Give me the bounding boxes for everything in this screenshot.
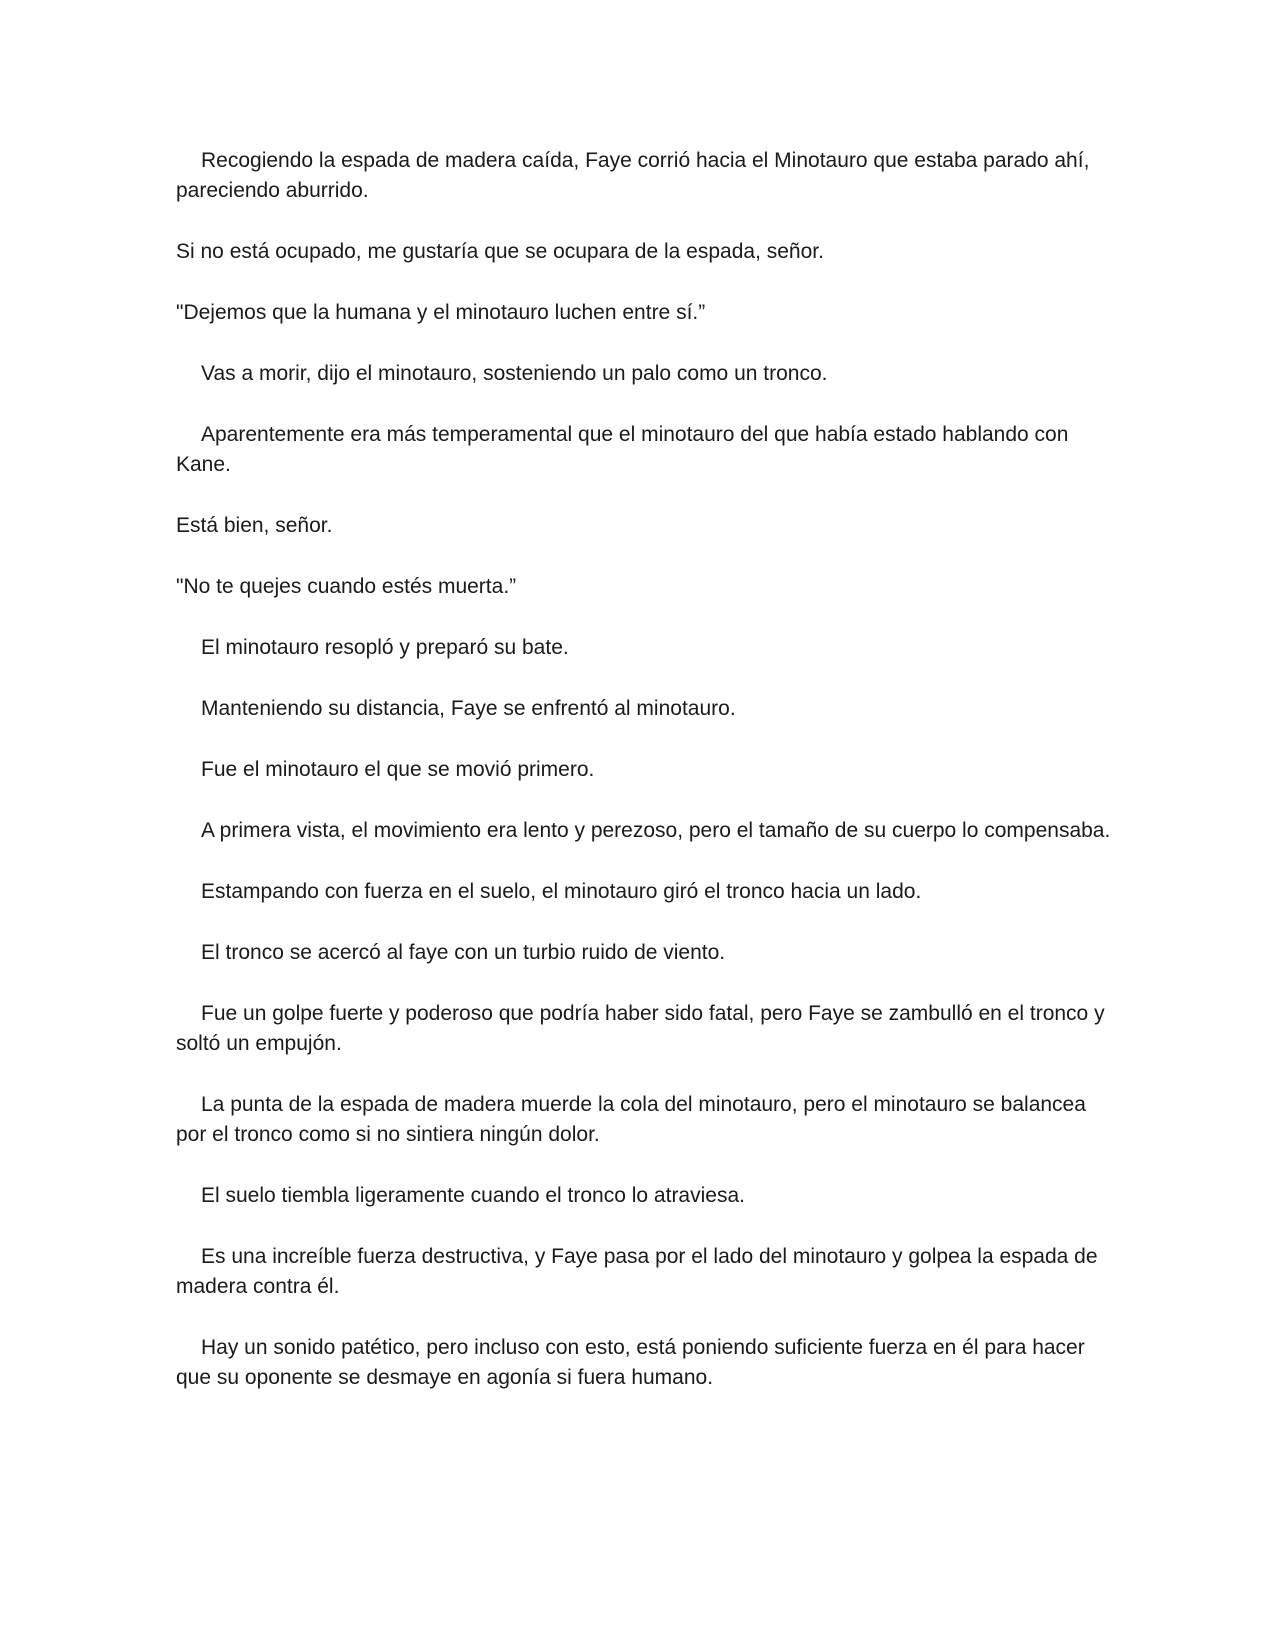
- paragraph: Es una increíble fuerza destructiva, y Faye pasa por el lado del minotauro y golpea la espada de madera contra él.: [176, 1245, 1098, 1298]
- paragraph: El tronco se acercó al faye con un turbio ruido de viento.: [201, 941, 726, 964]
- body-text: [176, 146, 1116, 1424]
- paragraph: "No te quejes cuando estés muerta.”: [176, 575, 517, 598]
- paragraph: Fue el minotauro el que se movió primero.: [201, 758, 595, 781]
- paragraph: Estampando con fuerza en el suelo, el minotauro giró el tronco hacia un lado.: [201, 880, 922, 903]
- paragraph: El suelo tiembla ligeramente cuando el tronco lo atraviesa.: [201, 1184, 745, 1207]
- paragraph: Hay un sonido patético, pero incluso con esto, está poniendo suficiente fuerza en él para hacer que su oponente se desmaye en agonía si fuera humano.: [176, 1336, 1085, 1389]
- paragraph: El minotauro resopló y preparó su bate.: [201, 636, 569, 659]
- paragraph: La punta de la espada de madera muerde la cola del minotauro, pero el minotauro se balancea por el tronco como si no sintiera ningún dolor.: [176, 1093, 1086, 1146]
- paragraph: Aparentemente era más temperamental que el minotauro del que había estado hablando con Kane.: [176, 423, 1069, 476]
- paragraph: A primera vista, el movimiento era lento y perezoso, pero el tamaño de su cuerpo lo compensaba.: [201, 819, 1111, 842]
- paragraph: Está bien, señor.: [176, 514, 333, 537]
- paragraph: "Dejemos que la humana y el minotauro luchen entre sí.”: [176, 301, 706, 324]
- paragraph: Fue un golpe fuerte y poderoso que podría haber sido fatal, pero Faye se zambulló en el tronco y soltó un empujón.: [176, 1002, 1105, 1055]
- paragraph: Manteniendo su distancia, Faye se enfrentó al minotauro.: [201, 697, 736, 720]
- paragraph: Recogiendo la espada de madera caída, Faye corrió hacia el Minotauro que estaba parado ahí, pareciendo aburrido.: [176, 149, 1090, 202]
- paragraph: Vas a morir, dijo el minotauro, sosteniendo un palo como un tronco.: [201, 362, 828, 385]
- paragraph: Si no está ocupado, me gustaría que se ocupara de la espada, señor.: [176, 240, 824, 263]
